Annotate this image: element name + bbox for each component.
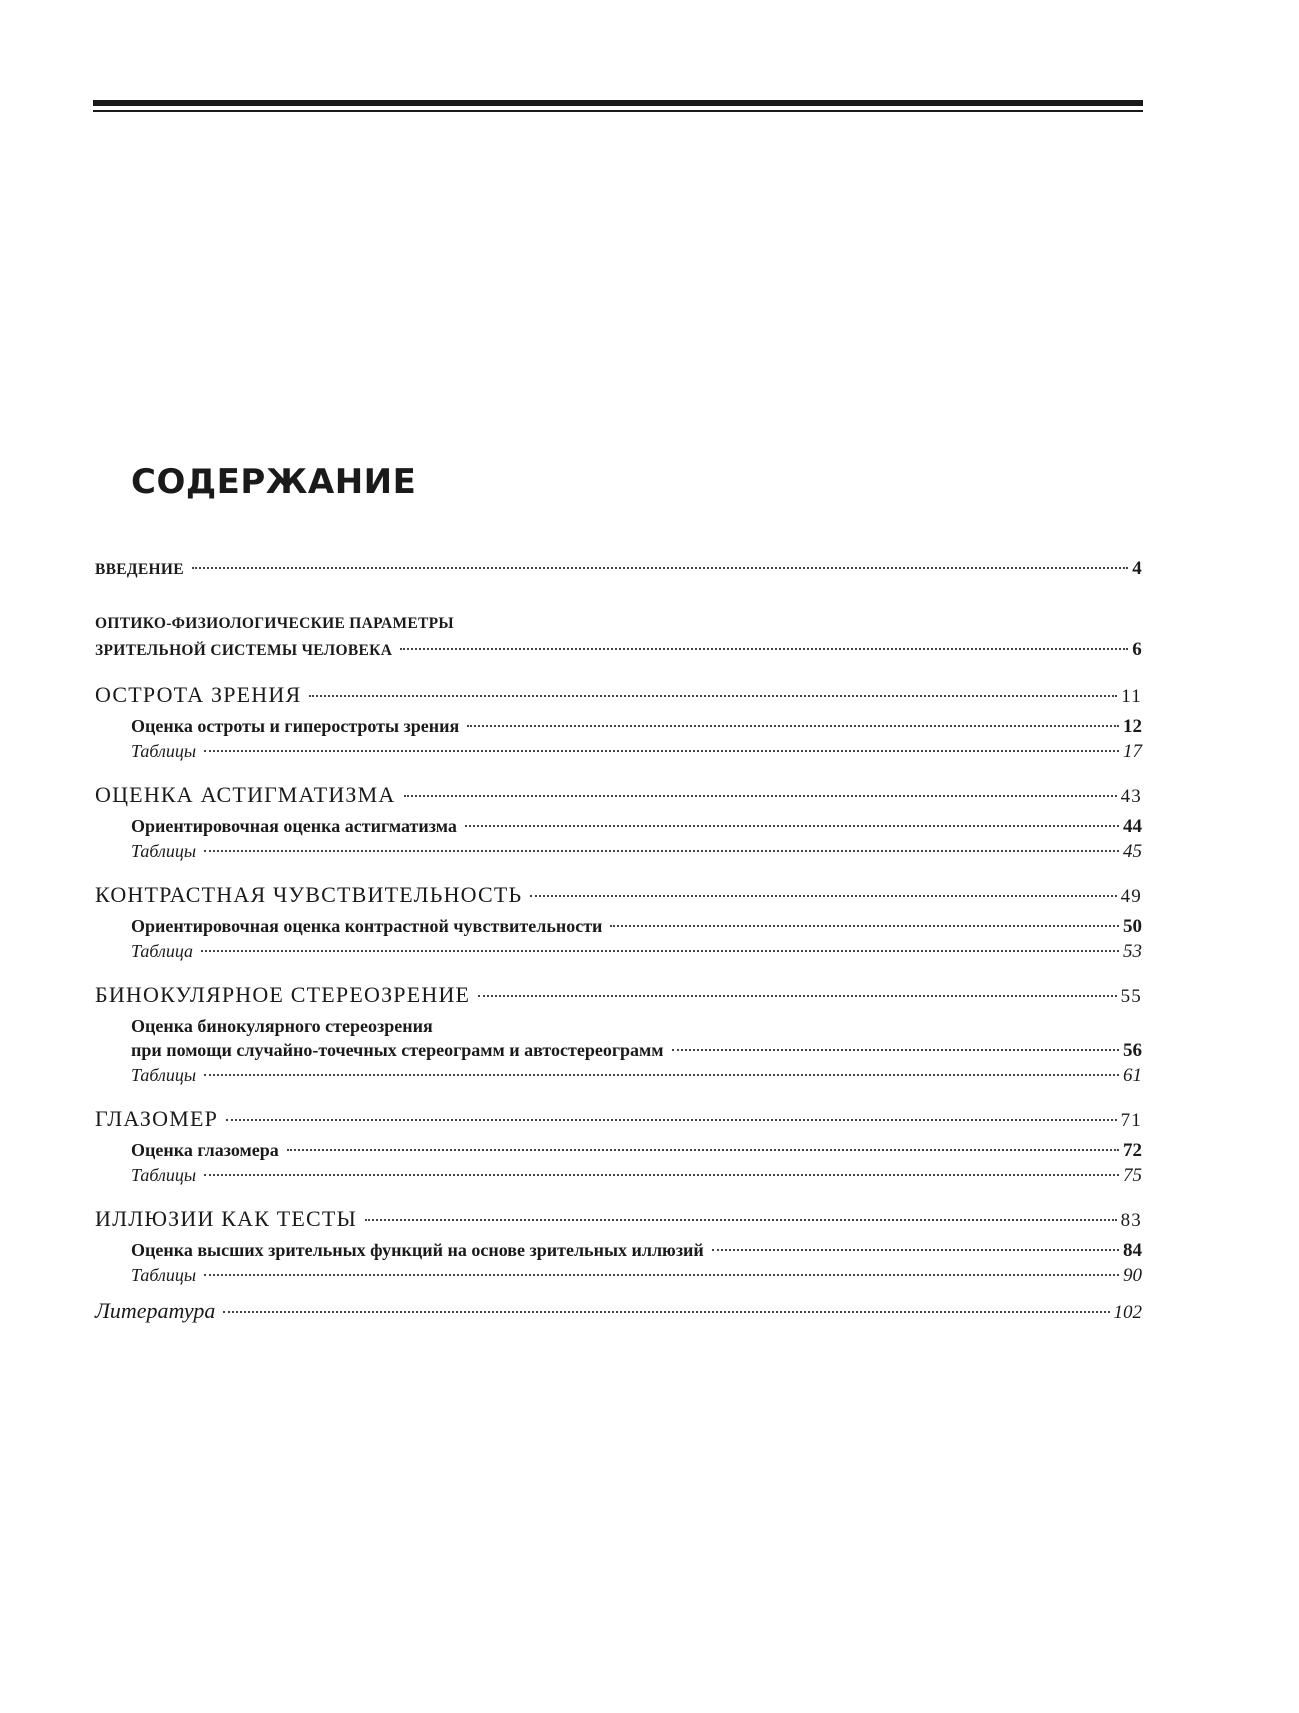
dot-leader — [478, 995, 1116, 997]
toc-sub-illusions[interactable] — [95, 1238, 1142, 1263]
toc-sub-label: при помощи случайно-точечных стереограмм и автостереограмм — [131, 1040, 664, 1060]
dot-leader — [204, 1074, 1119, 1076]
toc-tables-contrast[interactable] — [95, 939, 1142, 964]
toc-page-number: 4 — [1132, 558, 1142, 579]
toc-page-number: 44 — [1123, 816, 1142, 837]
toc-tables-label: Таблицы — [131, 1165, 197, 1185]
toc-sub-label: Оценка остроты и гиперостроты зрения — [131, 716, 460, 736]
toc-sub-label: Ориентировочная оценка астигматизма — [131, 816, 457, 836]
dot-leader — [530, 895, 1116, 897]
toc-tables-astigmatism[interactable] — [95, 839, 1142, 864]
toc-tables-illusions[interactable] — [95, 1263, 1142, 1288]
toc-page-number: 84 — [1123, 1240, 1142, 1261]
toc-page-number: 72 — [1123, 1140, 1142, 1161]
toc-entry-literature[interactable] — [95, 1296, 1142, 1328]
dot-leader — [204, 1174, 1119, 1176]
toc-page-number: 56 — [1123, 1040, 1142, 1061]
toc-chapter-astigmatism[interactable] — [95, 780, 1142, 812]
toc-sub-astigmatism[interactable] — [95, 814, 1142, 839]
toc-tables-label: Таблицы — [131, 1065, 197, 1085]
toc-chapter-title: ОЦЕНКА АСТИГМАТИЗМА — [95, 782, 396, 807]
header-rule-thick — [93, 100, 1143, 106]
dot-leader — [204, 1274, 1119, 1276]
toc-page-number: 11 — [1121, 686, 1142, 707]
toc-page-number: 71 — [1120, 1110, 1142, 1131]
toc-entry-label: ЗРИТЕЛЬНОЙ СИСТЕМЫ ЧЕЛОВЕКА — [95, 642, 393, 659]
header-rule-thin — [93, 110, 1143, 112]
toc-chapter-title: БИНОКУЛЯРНОЕ СТЕРЕОЗРЕНИЕ — [95, 982, 471, 1007]
toc-tables-acuity[interactable] — [95, 739, 1142, 764]
dot-leader — [365, 1219, 1117, 1221]
toc-chapter-eye-gauge[interactable] — [95, 1104, 1142, 1136]
dot-leader — [712, 1249, 1119, 1251]
toc-page-number: 12 — [1123, 716, 1142, 737]
dot-leader — [309, 695, 1117, 697]
toc-tables-label: Таблицы — [131, 1265, 197, 1285]
toc-sub-contrast[interactable] — [95, 914, 1142, 939]
toc-chapter-title: ОСТРОТА ЗРЕНИЯ — [95, 682, 302, 707]
toc-tables-label: Таблица — [131, 941, 194, 961]
toc-chapter-title: ГЛАЗОМЕР — [95, 1106, 219, 1131]
toc-chapter-contrast[interactable] — [95, 880, 1142, 912]
toc-tables-eye-gauge[interactable] — [95, 1163, 1142, 1188]
dot-leader — [223, 1311, 1109, 1313]
toc-chapter-illusions[interactable] — [95, 1204, 1142, 1236]
toc-entry-optics[interactable] — [95, 637, 1142, 664]
dot-leader — [201, 950, 1119, 952]
toc-sub-stereo-line1[interactable]: Оценка бинокулярного стереозрения — [131, 1016, 433, 1036]
page-title: СОДЕРЖАНИЕ — [131, 462, 417, 502]
toc-page-number: 55 — [1120, 986, 1142, 1007]
toc-sub-acuity[interactable] — [95, 714, 1142, 739]
dot-leader — [287, 1149, 1119, 1151]
toc-page-number: 83 — [1120, 1210, 1142, 1231]
toc-page-number: 6 — [1132, 639, 1142, 660]
dot-leader — [467, 725, 1119, 727]
toc-page-number: 102 — [1113, 1302, 1142, 1323]
toc-tables-stereo[interactable] — [95, 1063, 1142, 1088]
toc-chapter-title: ИЛЛЮЗИИ КАК ТЕСТЫ — [95, 1206, 357, 1231]
toc-entry-label: Литература — [95, 1298, 216, 1323]
toc-chapter-acuity[interactable] — [95, 680, 1142, 712]
toc-page-number: 61 — [1123, 1065, 1142, 1086]
toc-page-number: 45 — [1123, 841, 1142, 862]
toc-page-number: 17 — [1123, 741, 1142, 762]
dot-leader — [192, 567, 1128, 569]
toc-page-number: 49 — [1120, 886, 1142, 907]
toc-page-number: 50 — [1123, 916, 1142, 937]
toc-tables-label: Таблицы — [131, 741, 197, 761]
table-of-contents — [95, 556, 1142, 1328]
toc-entry-optics-line1[interactable]: ОПТИКО-ФИЗИОЛОГИЧЕСКИЕ ПАРАМЕТРЫ — [95, 615, 454, 632]
dot-leader — [465, 825, 1119, 827]
dot-leader — [400, 648, 1128, 650]
toc-page-number: 75 — [1123, 1165, 1142, 1186]
toc-sub-stereo[interactable] — [95, 1038, 1142, 1063]
toc-page-number: 53 — [1123, 941, 1142, 962]
dot-leader — [610, 925, 1119, 927]
dot-leader — [204, 750, 1119, 752]
toc-sub-label: Оценка высших зрительных функций на основе зрительных иллюзий — [131, 1240, 704, 1260]
toc-chapter-stereo[interactable] — [95, 980, 1142, 1012]
toc-page-number: 90 — [1123, 1265, 1142, 1286]
dot-leader — [226, 1119, 1117, 1121]
toc-sub-eye-gauge[interactable] — [95, 1138, 1142, 1163]
toc-chapter-title: КОНТРАСТНАЯ ЧУВСТВИТЕЛЬНОСТЬ — [95, 882, 523, 907]
dot-leader — [404, 795, 1117, 797]
toc-sub-label: Оценка глазомера — [131, 1140, 279, 1160]
toc-tables-label: Таблицы — [131, 841, 197, 861]
toc-sub-label: Ориентировочная оценка контрастной чувствительности — [131, 916, 603, 936]
dot-leader — [672, 1049, 1119, 1051]
dot-leader — [204, 850, 1119, 852]
toc-entry-intro[interactable] — [95, 556, 1142, 583]
toc-page-number: 43 — [1120, 786, 1142, 807]
toc-entry-label: ВВЕДЕНИЕ — [95, 561, 184, 578]
